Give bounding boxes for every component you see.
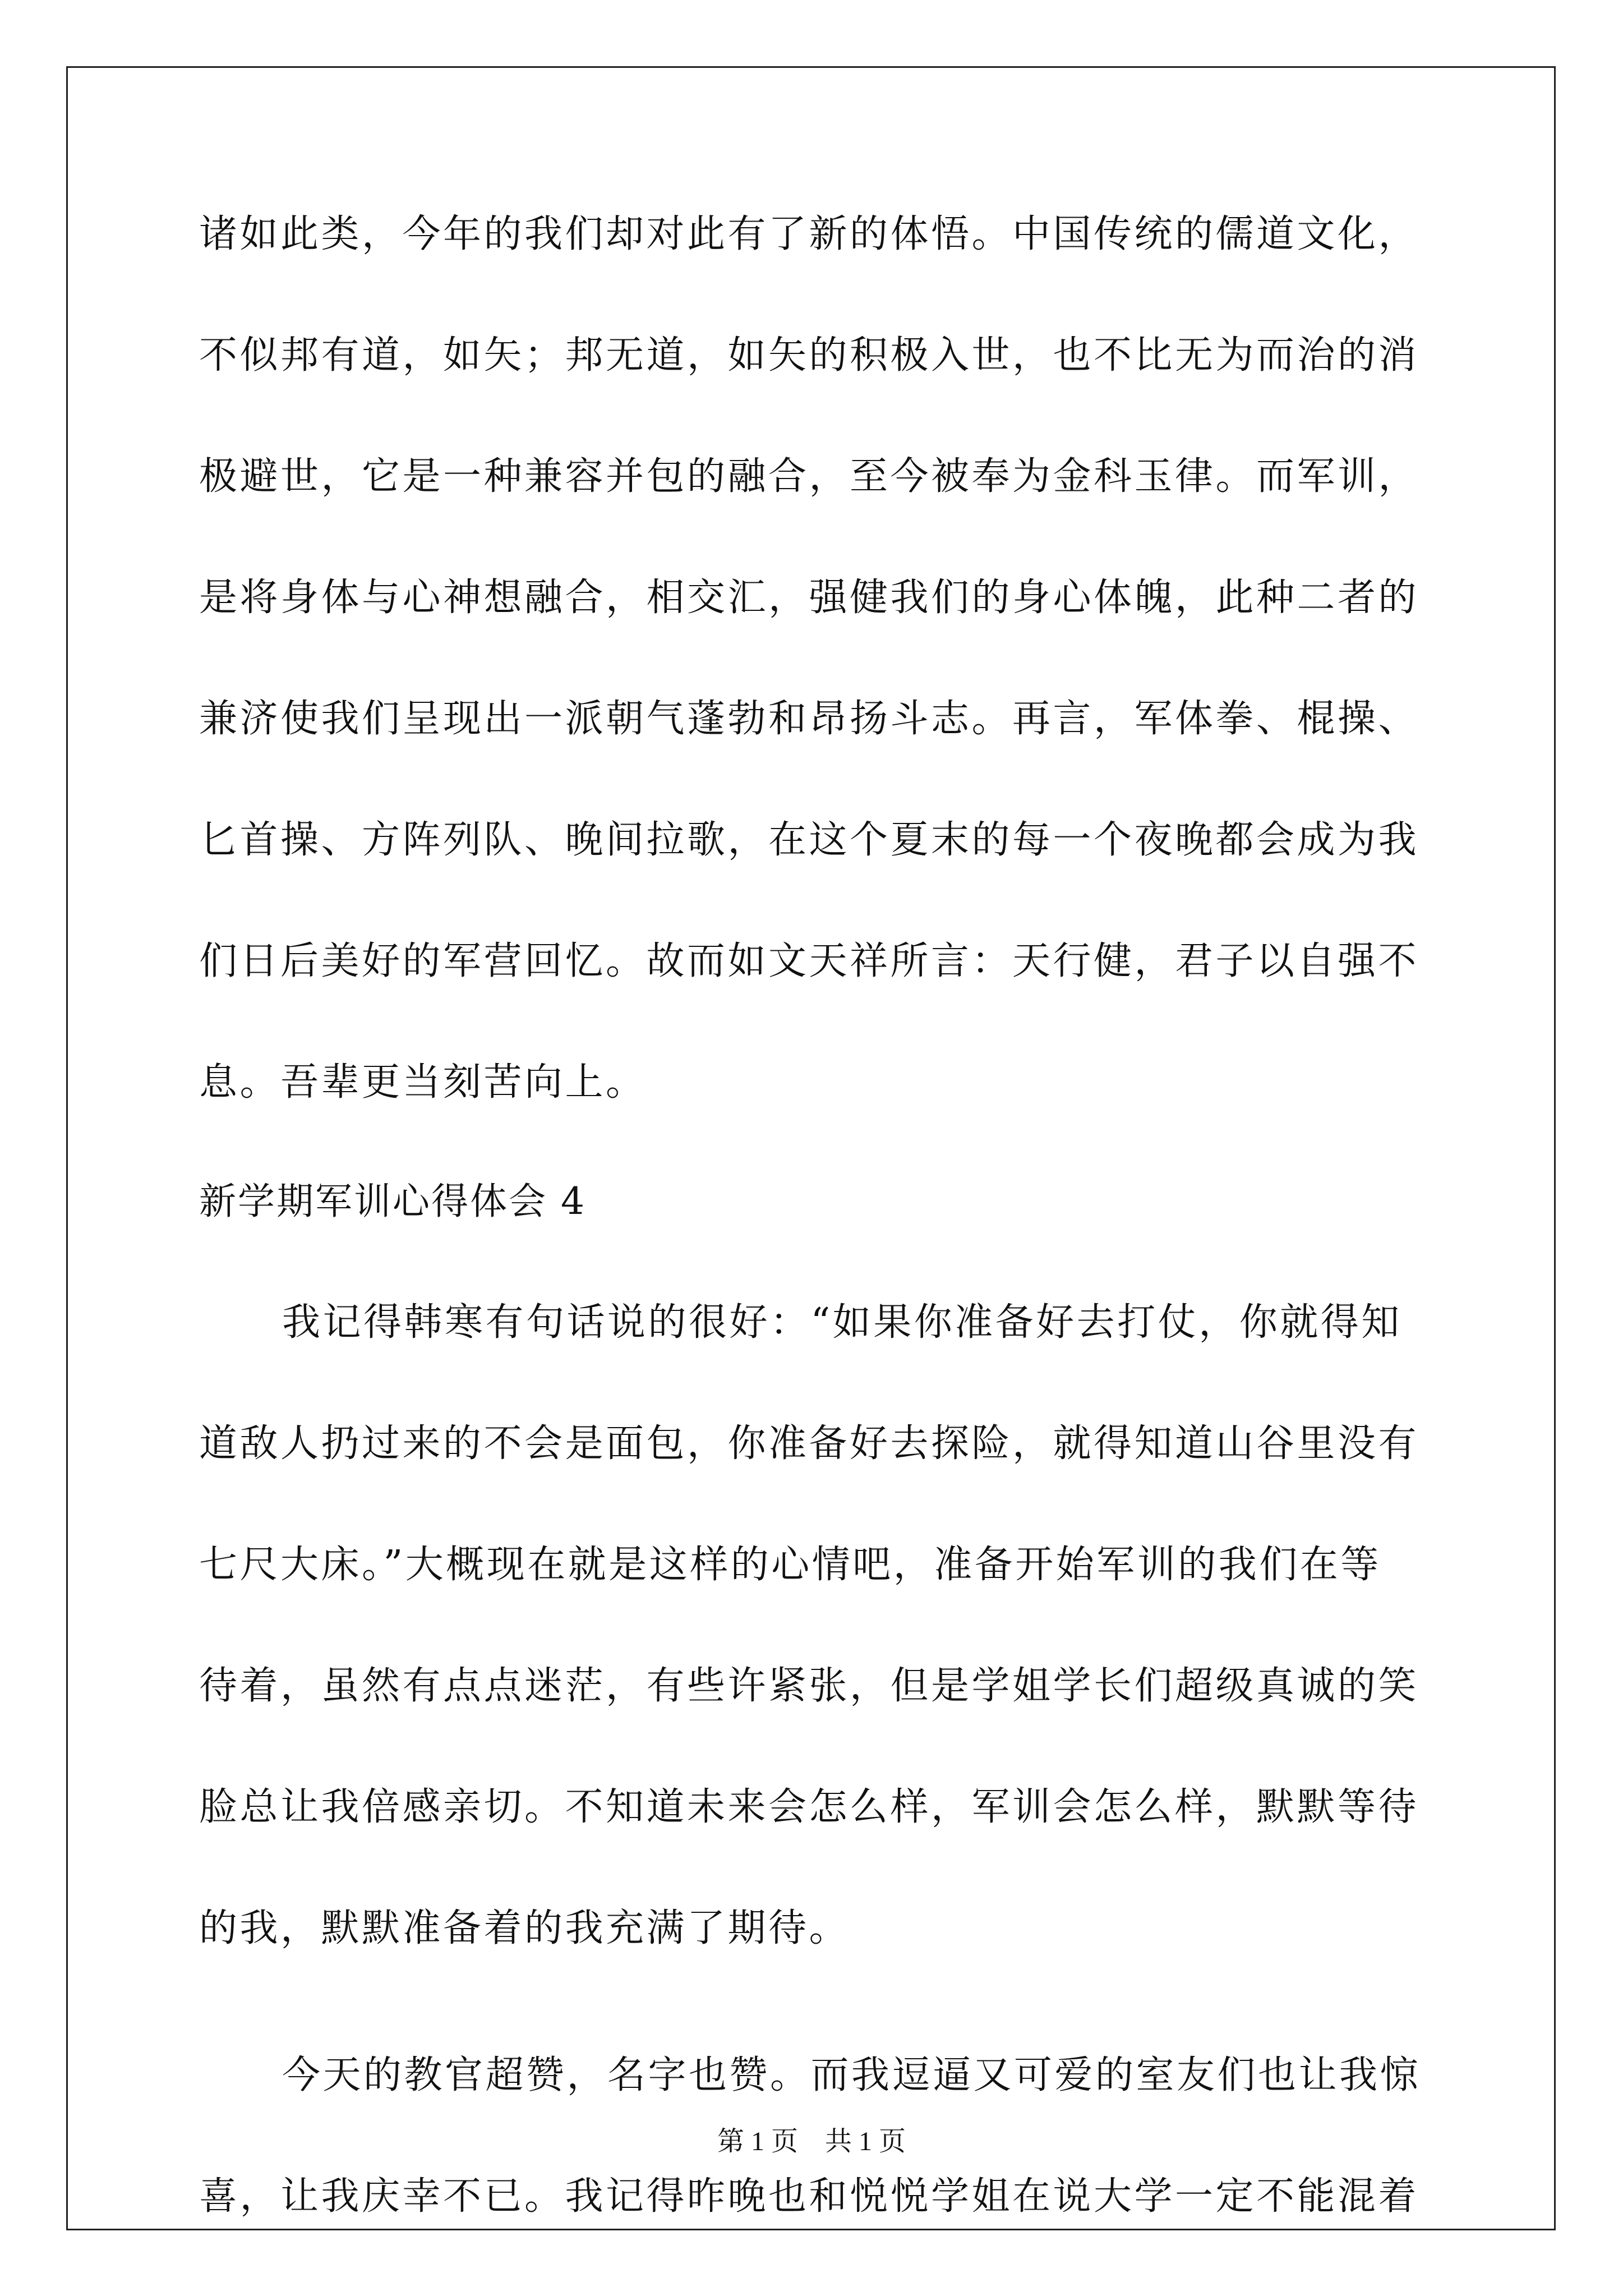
paragraph-line: 脸总让我倍感亲切。不知道未来会怎么样，军训会怎么样，默默等待 [199, 1785, 1419, 1829]
paragraph-line: 是将身体与心神想融合，相交汇，强健我们的身心体魄，此种二者的 [199, 576, 1419, 620]
section-heading: 新学期军训心得体会 4 [199, 1180, 586, 1223]
paragraph-line: 诸如此类，今年的我们却对此有了新的体悟。中国传统的儒道文化， [199, 212, 1419, 256]
paragraph-line: 的我，默默准备着的我充满了期待。 [199, 1906, 850, 1950]
page-number-footer: 第 1 页 共 1 页 [717, 2127, 906, 2156]
document-body [199, 214, 1426, 2217]
paragraph-line: 喜，让我庆幸不已。我记得昨晚也和悦悦学姐在说大学一定不能混着 [199, 2174, 1419, 2219]
paragraph-line: 今天的教官超赞，名字也赞。而我逗逼又可爱的室友们也让我惊 [282, 2053, 1421, 2097]
paragraph-line: 们日后美好的军营回忆。故而如文天祥所言：天行健，君子以自强不 [199, 939, 1419, 983]
paragraph-line: 待着，虽然有点点迷茫，有些许紧张，但是学姐学长们超级真诚的笑 [199, 1664, 1419, 1708]
paragraph-line: 匕首操、方阵列队、晚间拉歌，在这个夏末的每一个夜晚都会成为我 [199, 818, 1419, 862]
paragraph-line: 我记得韩寒有句话说的很好：“如果你准备好去打仗，你就得知 [282, 1300, 1402, 1345]
paragraph-line: 七尺大床。”大概现在就是这样的心情吧，准备开始军训的我们在等 [199, 1543, 1381, 1587]
paragraph-line: 极避世，它是一种兼容并包的融合，至今被奉为金科玉律。而军训， [199, 454, 1419, 499]
paragraph-line: 息。吾辈更当刻苦向上。 [199, 1060, 647, 1105]
paragraph-line: 不似邦有道，如矢；邦无道，如矢的积极入世，也不比无为而治的消 [199, 333, 1419, 378]
paragraph-line: 兼济使我们呈现出一派朝气蓬勃和昂扬斗志。再言，军体拳、棍操、 [199, 697, 1419, 741]
paragraph-line: 道敌人扔过来的不会是面包，你准备好去探险，就得知道山谷里没有 [199, 1421, 1419, 1466]
